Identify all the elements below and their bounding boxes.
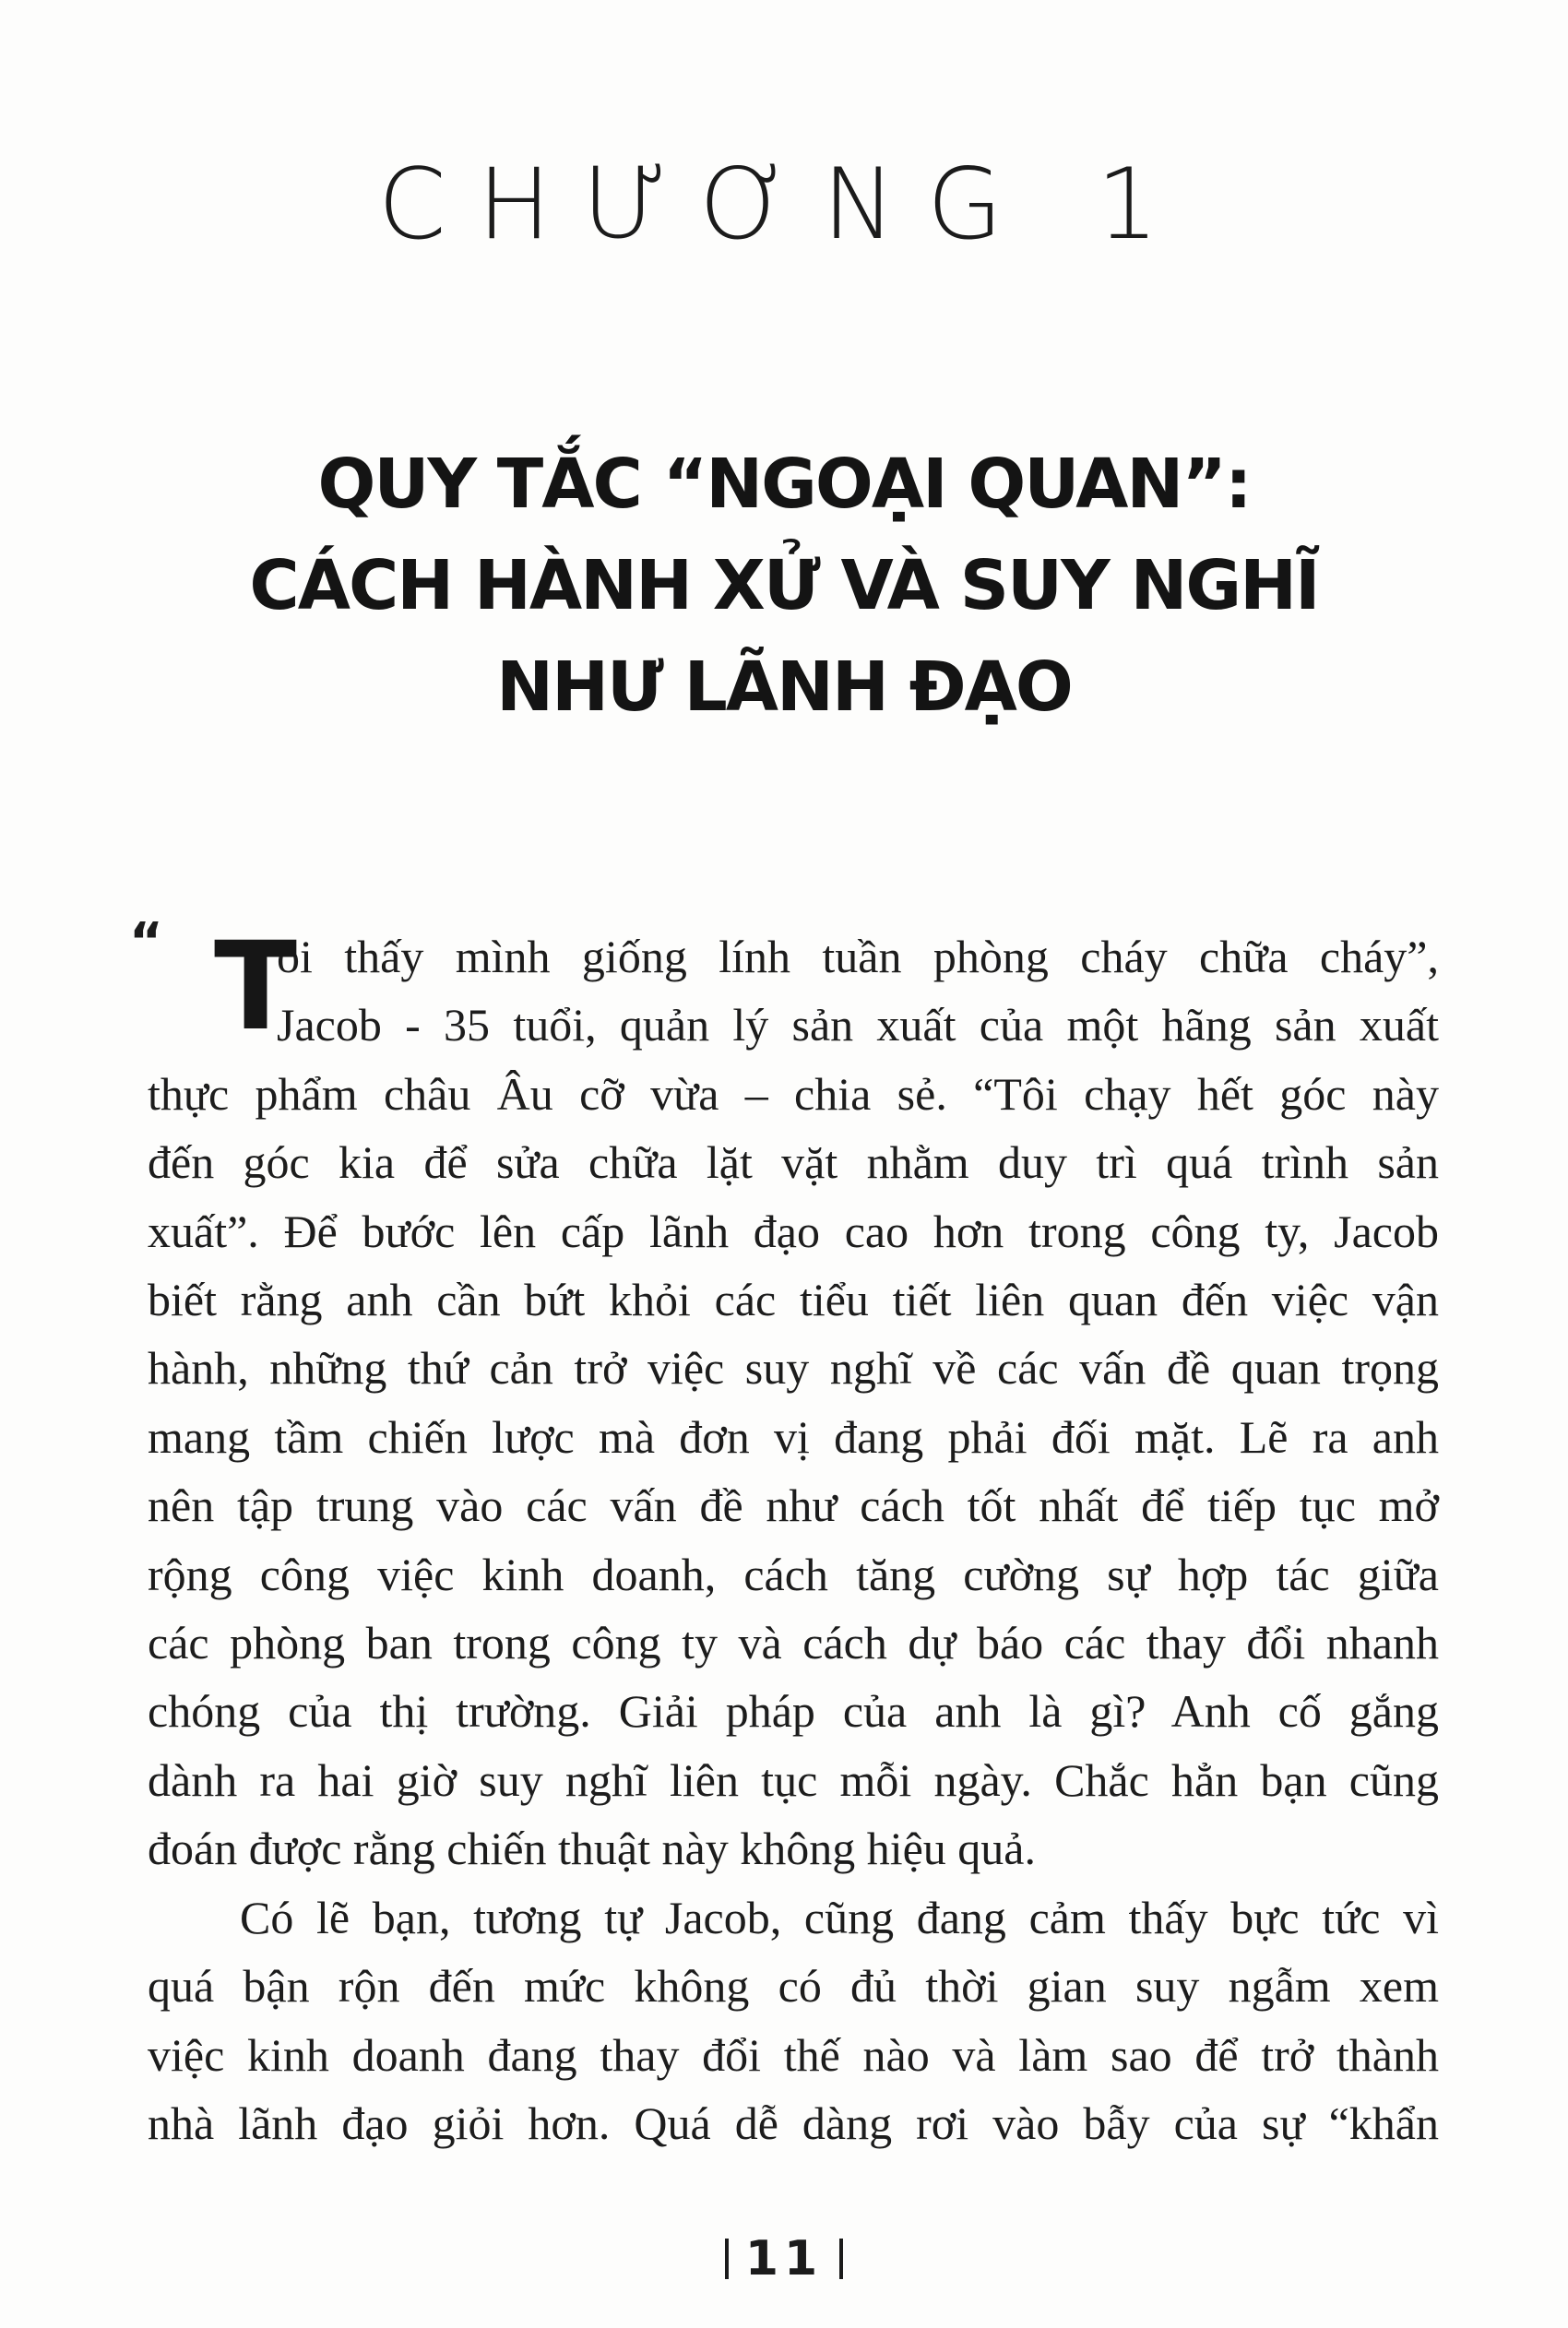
page-number: [0, 2228, 1568, 2286]
paragraph-line: việc kinh doanh đang thay đổi thế nào và làm sao để trở thành: [148, 2028, 1439, 2081]
body-text: [129, 912, 1439, 2157]
paragraph-line: thực phẩm châu Âu cỡ vừa – chia sẻ. “Tôi chạy hết góc này: [148, 1067, 1439, 1120]
paragraph-line: hành, những thứ cản trở việc suy nghĩ về các vấn đề quan trọng: [148, 1342, 1439, 1395]
paragraph-line: Jacob - 35 tuổi, quản lý sản xuất của một hãng sản xuất: [277, 999, 1439, 1051]
drop-cap-letter: T: [214, 916, 298, 1058]
page-number-value: 11: [744, 2231, 824, 2286]
paragraph-line: rộng công việc kinh doanh, cách tăng cường sự hợp tác giữa: [148, 1548, 1439, 1600]
paragraph-line: các phòng ban trong công ty và cách dự báo các thay đổi nhanh: [148, 1617, 1439, 1669]
paragraph-line: biết rằng anh cần bứt khỏi các tiểu tiết liên quan đến việc vận: [148, 1274, 1439, 1326]
chapter-label: CHƯƠNG 1: [377, 148, 1191, 261]
paragraph-line: nhà lãnh đạo giỏi hơn. Quá dễ dàng rơi vào bẫy của sự “khẩn: [148, 2096, 1439, 2149]
page-number-bar-left: [725, 2239, 729, 2279]
page-number-bar-right: [839, 2239, 843, 2279]
paragraph-line: mang tầm chiến lược mà đơn vị đang phải đối mặt. Lẽ ra anh: [148, 1410, 1439, 1463]
paragraph-line: dành ra hai giờ suy nghĩ liên tục mỗi ngày. Chắc hẳn bạn cũng: [148, 1753, 1439, 1806]
chapter-title: [138, 434, 1430, 738]
paragraph-line: nên tập trung vào các vấn đề như cách tốt nhất để tiếp tục mở: [148, 1479, 1439, 1532]
paragraph-line: xuất”. Để bước lên cấp lãnh đạo cao hơn trong công ty, Jacob: [148, 1205, 1439, 1257]
paragraph-line: quá bận rộn đến mức không có đủ thời gian suy ngẫm xem: [148, 1960, 1439, 2013]
paragraph-line: Có lẽ bạn, tương tự Jacob, cũng đang cảm thấy bực tức vì: [240, 1891, 1439, 1943]
paragraph-line: đến góc kia để sửa chữa lặt vặt nhằm duy trì quá trình sản: [148, 1136, 1439, 1189]
paragraph-line-text: ôi thấy mình giống lính tuần phòng cháy chữa cháy”,: [277, 931, 1439, 982]
paragraph-2: [148, 1883, 1439, 2158]
paragraph-1: [129, 912, 1439, 1883]
chapter-title-line-2: CÁCH HÀNH XỬ VÀ SUY NGHĨ: [249, 546, 1319, 625]
paragraph-line: chóng của thị trường. Giải pháp của anh là gì? Anh cố gắng: [148, 1685, 1439, 1738]
chapter-title-line-1: QUY TẮC “NGOẠI QUAN”:: [317, 445, 1251, 524]
open-quote-mark: “: [129, 912, 163, 972]
paragraph-line: đoán được rằng chiến thuật này không hiệu quả.: [148, 1823, 1036, 1875]
chapter-title-line-3: NHƯ LÃNH ĐẠO: [496, 647, 1072, 727]
